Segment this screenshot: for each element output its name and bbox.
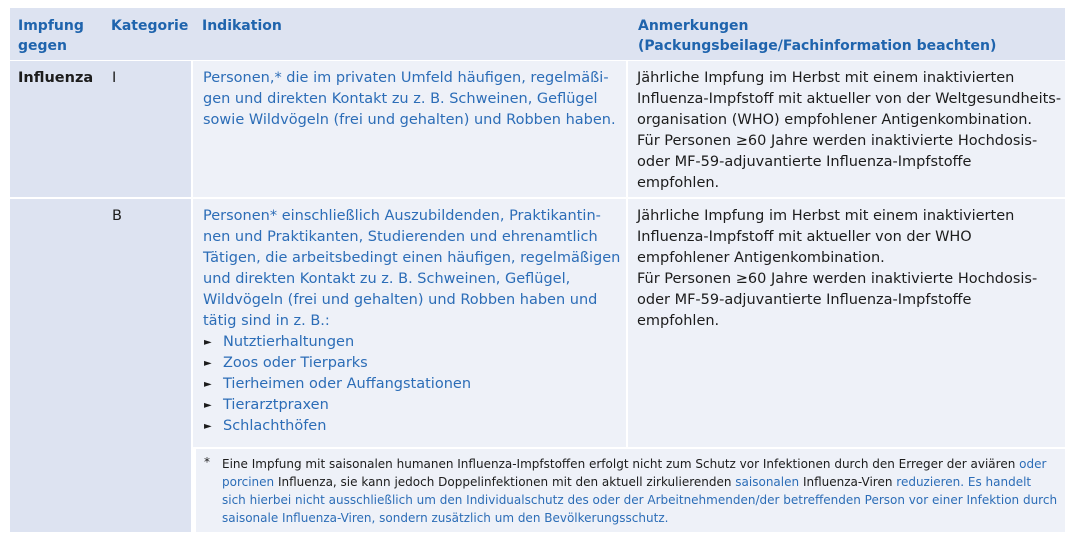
row2-indication-text: Personen* einschließlich Auszubildenden, Praktikantin- nen und Praktikanten, Studierenden und ehrenamtlich Tätigen, die arbeitsbedingt einen häufigen, regelmäßigen und direkten Kontakt zu z. B. Schweinen, Geflügel, Wildvögeln (frei und gehalten) und Robben haben und tätig sind in z. B.:	[203, 208, 621, 329]
triangle-bullet-icon: ►	[204, 379, 212, 390]
header-anmerkungen: Anmerkungen (Packungsbeilage/Fachinformation beachten)	[638, 18, 997, 54]
row1-note-cell	[628, 61, 1065, 197]
row1-indication-text: Personen,* die im privaten Umfeld häufigen, regelmäßi- gen und direkten Kontakt zu z. B. Schweinen, Geflügel sowie Wildvögeln (frei und gehalten) und Robben haben.	[203, 70, 616, 128]
list-item: ► Tierarztpraxen	[203, 395, 623, 416]
list-item: ► Schlachthöfen	[203, 416, 623, 437]
row1-note-text: Jährliche Impfung im Herbst mit einem inaktivierten Influenza-Impfstoff mit aktueller von der Weltgesundheits- organisation (WHO) empfohlener Antigenkombination. Für Personen ≥60 Jahre werden inaktivierte Hochdosis- oder MF-59-adjuvantierte Influenza-Impfstoffe empfohlen.	[637, 70, 1062, 191]
list-item: ► Tierheimen oder Auffangstationen	[203, 374, 623, 395]
row2-note-text: Jährliche Impfung im Herbst mit einem inaktivierten Influenza-Impfstoff mit aktueller von der WHO empfohlener Antigenkombination. Für Personen ≥60 Jahre werden inaktivierte Hochdosis- oder MF-59-adjuvantierte Influenza-Impfstoffe empfohlen.	[637, 208, 1038, 329]
row2-indication-cell	[193, 199, 626, 447]
header-kategorie: Kategorie	[111, 18, 189, 34]
disease-column-band	[10, 61, 191, 532]
footnote-text: Eine Impfung mit saisonalen humanen Influenza-Impfstoffen erfolgt nicht zum Schutz vor Infektionen durch den Erreger der aviären oder porcinen Influenza, sie kann jedoch Doppelinfektionen mit den aktuell zirkulierenden saisonalen Influenza-Viren reduzieren. Es handelt sich hierbei nicht ausschließlich um den Individualschutz des oder der Arbeitnehmenden/der betreffenden Person vor einer Infektion durch saisonale Influenza-Viren, sondern zusätzlich um den Bevölkerungsschutz.	[222, 457, 1058, 525]
disease-label: Influenza	[18, 70, 94, 86]
row2-note-cell	[628, 199, 1065, 447]
triangle-bullet-icon: ►	[204, 421, 212, 432]
row1-indication-cell	[193, 61, 626, 197]
triangle-bullet-icon: ►	[204, 337, 212, 348]
row2-category: B	[112, 208, 122, 224]
list-item: ► Nutztierhaltungen	[203, 332, 623, 353]
footnote	[196, 449, 1065, 532]
list-item: ► Zoos oder Tierparks	[203, 353, 623, 374]
table-header	[10, 8, 1065, 60]
workplace-list	[203, 332, 623, 437]
header-impfung-gegen: Impfung gegen	[18, 18, 84, 54]
row1-category: I	[112, 70, 117, 86]
header-indikation: Indikation	[202, 18, 282, 34]
triangle-bullet-icon: ►	[204, 400, 212, 411]
triangle-bullet-icon: ►	[204, 358, 212, 369]
footnote-asterisk: *	[204, 455, 210, 469]
